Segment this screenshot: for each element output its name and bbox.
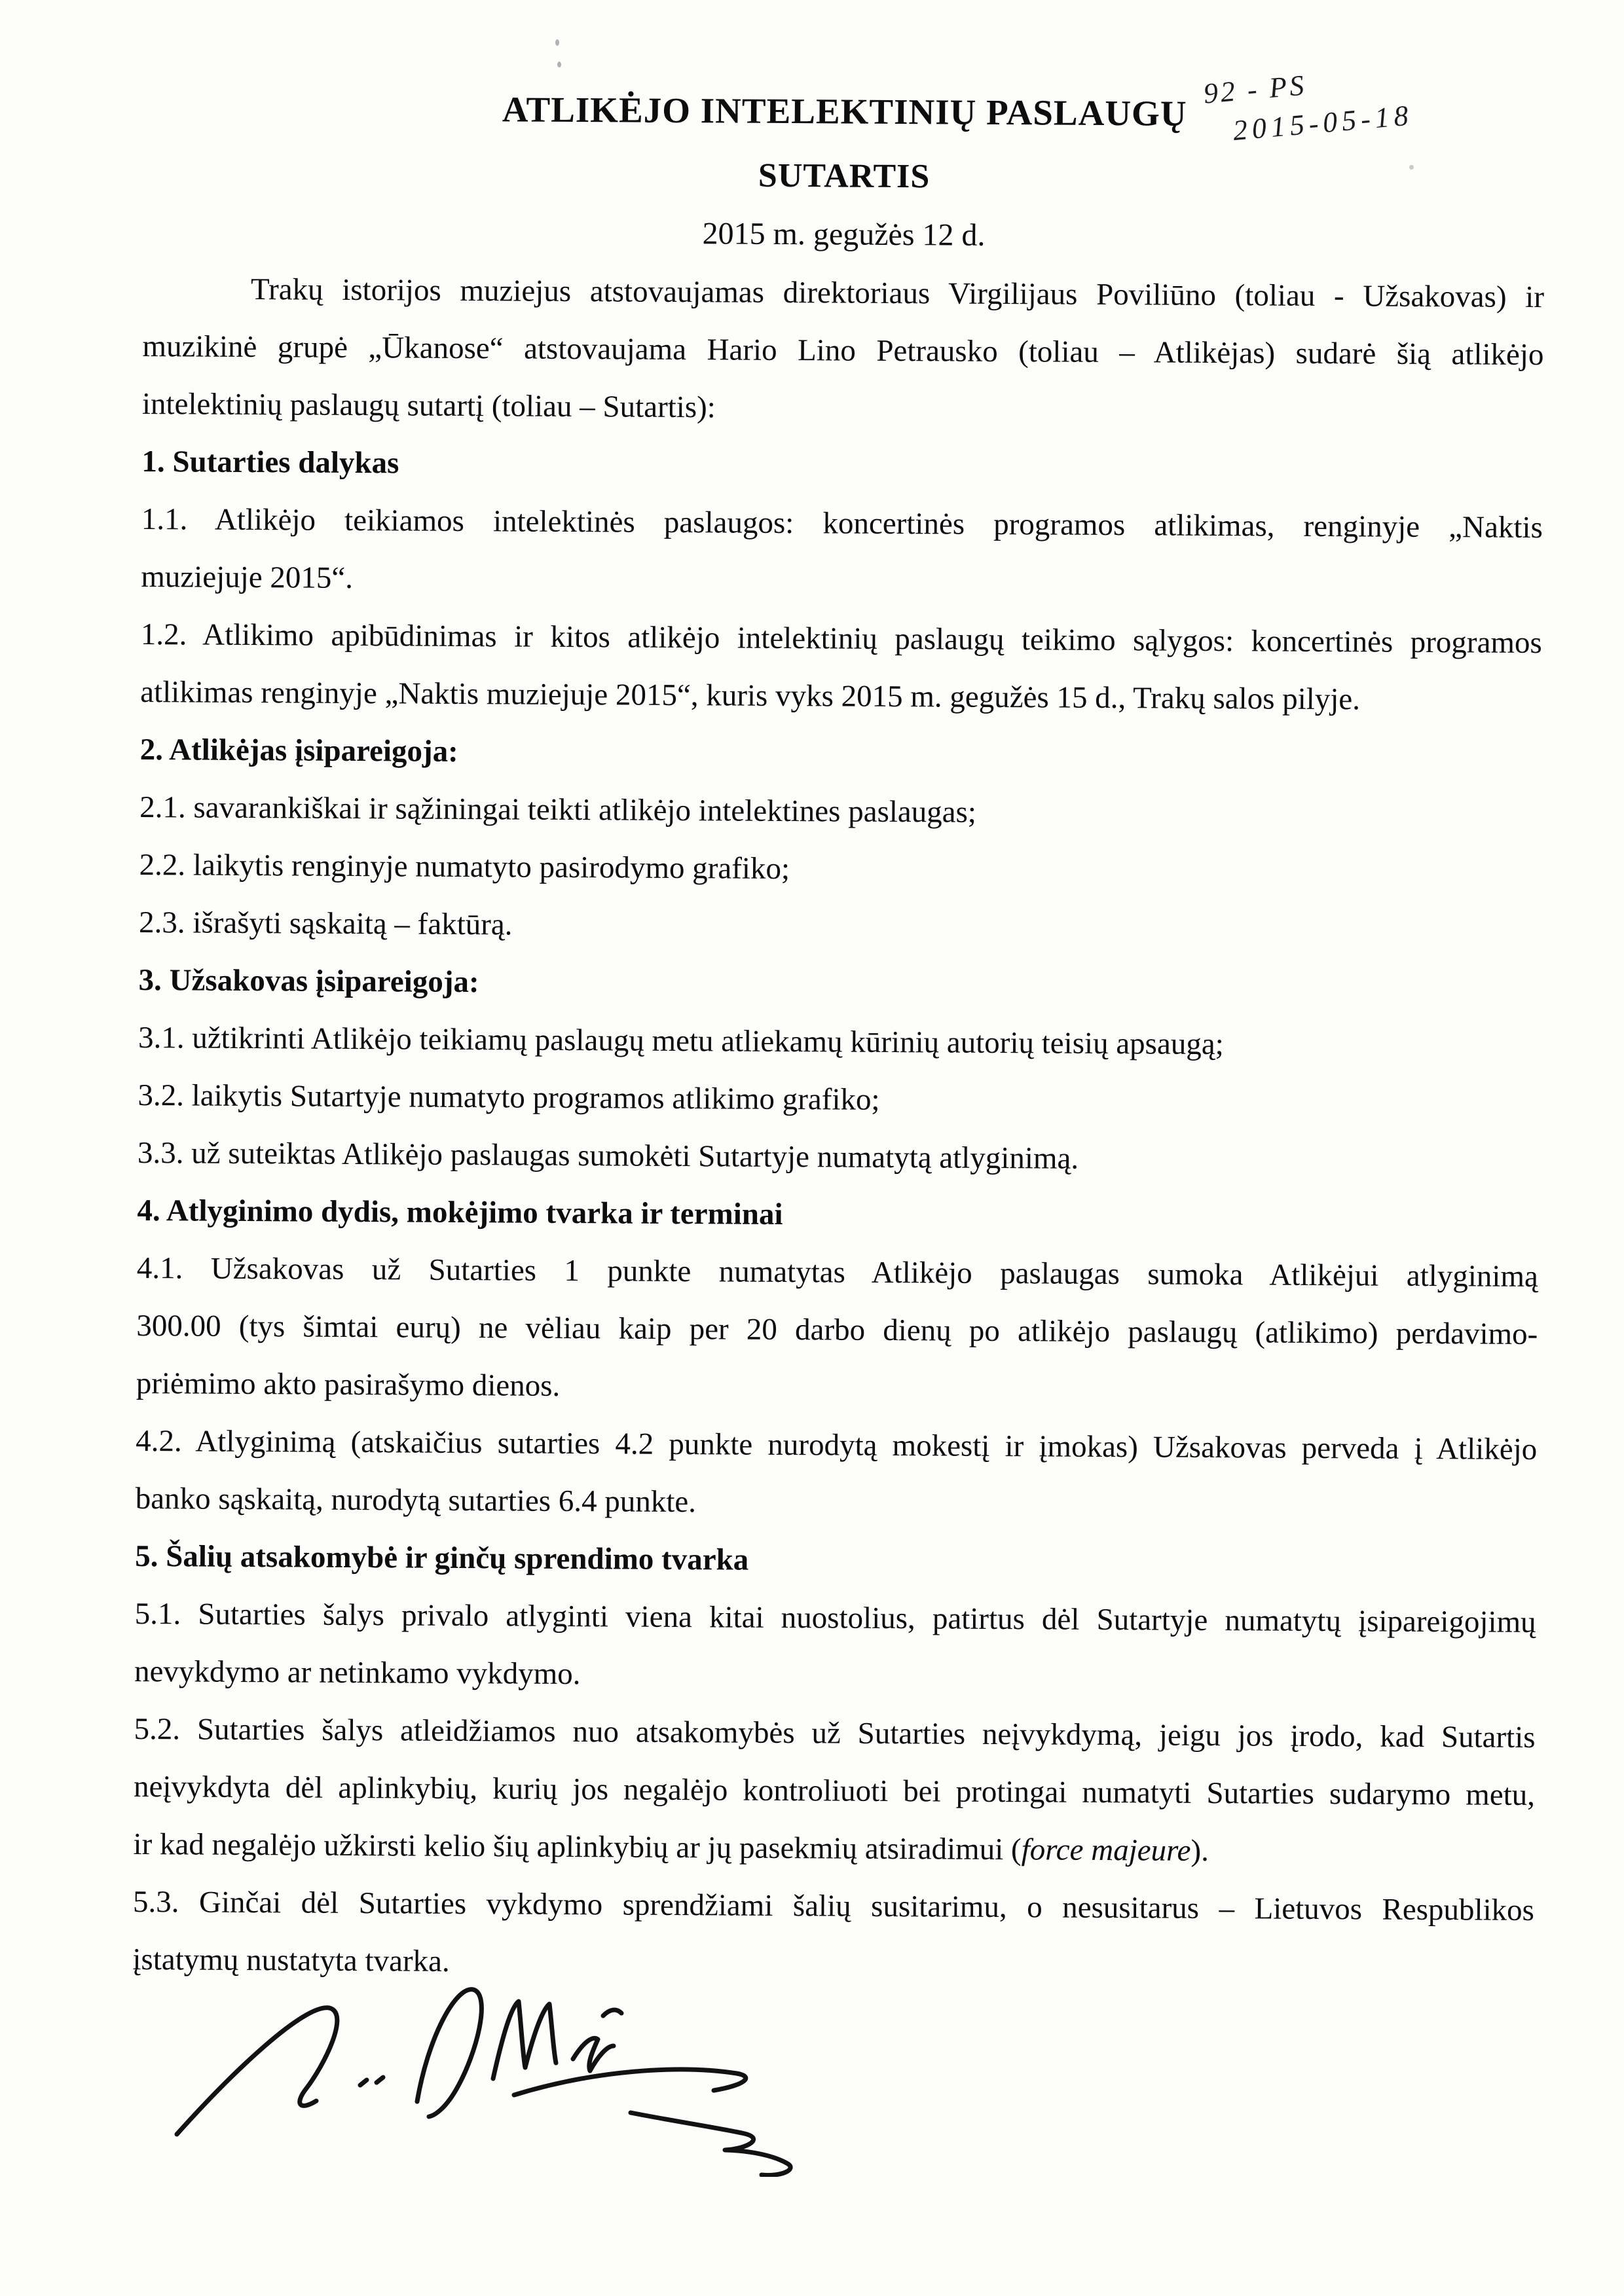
section-heading-1: 1. Sutarties dalykas [141, 444, 399, 481]
text-line: Trakų istorijos muziejus atstovaujamas direktoriaus Virgilijaus Poviliūno (toliau - Užsakovas) ir [250, 272, 1545, 315]
text-line: 3.3. už suteiktas Atlikėjo paslaugas sumokėti Sutartyje numatytą atlyginimą. [137, 1135, 1079, 1176]
text-line: muzikinė grupė „Ūkanose“ atstovaujama Hario Lino Petrausko (toliau – Atlikėjas) sudarė šią atlikėjo [142, 329, 1544, 373]
text-line: 2.3. išrašyti sąskaitą – faktūrą. [138, 905, 513, 942]
contract-content [132, 77, 1545, 1997]
section-heading-3: 3. Užsakovas įsipareigoja: [138, 962, 479, 1000]
text-line: muziejuje 2015“. [141, 559, 354, 595]
text-line: 5.2. Sutarties šalys atleidžiamos nuo atsakomybės už Sutarties neįvykdymą, jeigu jos įrodo, kad Sutartis [134, 1711, 1536, 1755]
force-majeure-italic: force majeure [1021, 1832, 1191, 1868]
text-line: 1.1. Atlikėjo teikiamos intelektinės paslaugos: koncertinės programos atlikimas, renginyje „Naktis [141, 501, 1543, 545]
text-line: 2.2. laikytis renginyje numatyto pasirodymo grafiko; [139, 847, 790, 886]
text-line: 4.2. Atlyginimą (atskaičius sutarties 4.2 punkte nurodytą mokestį ir įmokas) Užsakovas perveda į Atlikėjo [136, 1423, 1538, 1467]
handwritten-note-line1: 92 - PS [1202, 69, 1308, 110]
text-line: 3.2. laikytis Sutartyje numatyto programos atlikimo grafiko; [138, 1078, 880, 1117]
text-line: 300.00 (tys šimtai eurų) ne vėliau kaip per 20 darbo dienų po atlikėjo paslaugų (atlikimo) perdavimo- [136, 1308, 1538, 1352]
text-line: 4.1. Užsakovas už Sutarties 1 punkte numatytas Atlikėjo paslaugas sumoka Atlikėjui atlyginimą [136, 1250, 1539, 1294]
text-line: 2.1. savarankiškai ir sąžiningai teikti atlikėjo intelektines paslaugas; [139, 790, 977, 829]
text-line: 3.1. užtikrinti Atlikėjo teikiamų paslaugų metu atliekamų kūrinių autorių teisių apsaugą; [138, 1020, 1224, 1062]
text-line: banko sąskaitą, nurodytą sutarties 6.4 punkte. [135, 1481, 697, 1520]
section-heading-5: 5. Šalių atsakomybė ir ginčų sprendimo tvarka [135, 1539, 749, 1577]
scan-artifact-dot [1409, 165, 1414, 170]
document-date: 2015 m. gegužės 12 d. [702, 216, 986, 253]
text-segment: ). [1190, 1833, 1209, 1868]
text-line: 1.2. Atlikimo apibūdinimas ir kitos atlikėjo intelektinių paslaugų teikimo sąlygos: koncertinės programos [140, 617, 1542, 661]
scan-artifact-dot [555, 39, 559, 46]
section-heading-4: 4. Atlyginimo dydis, mokėjimo tvarka ir terminai [137, 1193, 783, 1231]
text-line: nevykdymo ar netinkamo vykdymo. [134, 1654, 581, 1692]
text-line: įstatymų nustatyta tvarka. [132, 1942, 450, 1978]
document-subtitle: SUTARTIS [758, 156, 931, 196]
contract-body [132, 260, 1544, 1997]
text-line: atlikimas renginyje „Naktis muziejuje 2015“, kuris vyks 2015 m. gegužės 15 d., Trakų salos pilyje. [140, 674, 1361, 717]
scan-artifact-dot [557, 62, 561, 67]
signature-scrawl [160, 1961, 848, 2177]
text-line: 5.1. Sutarties šalys privalo atlyginti viena kitai nuostolius, patirtus dėl Sutartyje numatytų įsipareigojimų [134, 1596, 1536, 1640]
section-heading-2: 2. Atlikėjas įsipareigoja: [139, 732, 458, 769]
text-line: intelektinių paslaugų sutartį (toliau – Sutartis): [141, 386, 716, 425]
text-line: neįvykdyta dėl aplinkybių, kurių jos negalėjo kontroliuoti bei protingai numatyti Sutarties sudarymo metu, [133, 1769, 1536, 1813]
text-line [133, 1815, 1534, 1882]
text-segment: ir kad negalėjo užkirsti kelio šių aplinkybių ar jų pasekmių atsiradimui ( [133, 1827, 1022, 1867]
document-title: ATLIKĖJO INTELEKTINIŲ PASLAUGŲ [502, 89, 1187, 134]
handwritten-note-line2: 2015-05-18 [1231, 99, 1414, 147]
text-line: 5.3. Ginčai dėl Sutarties vykdymo sprendžiami šalių susitarimu, o nesusitarus – Lietuvos Respublikos [132, 1884, 1535, 1928]
text-line: priėmimo akto pasirašymo dienos. [136, 1366, 561, 1403]
